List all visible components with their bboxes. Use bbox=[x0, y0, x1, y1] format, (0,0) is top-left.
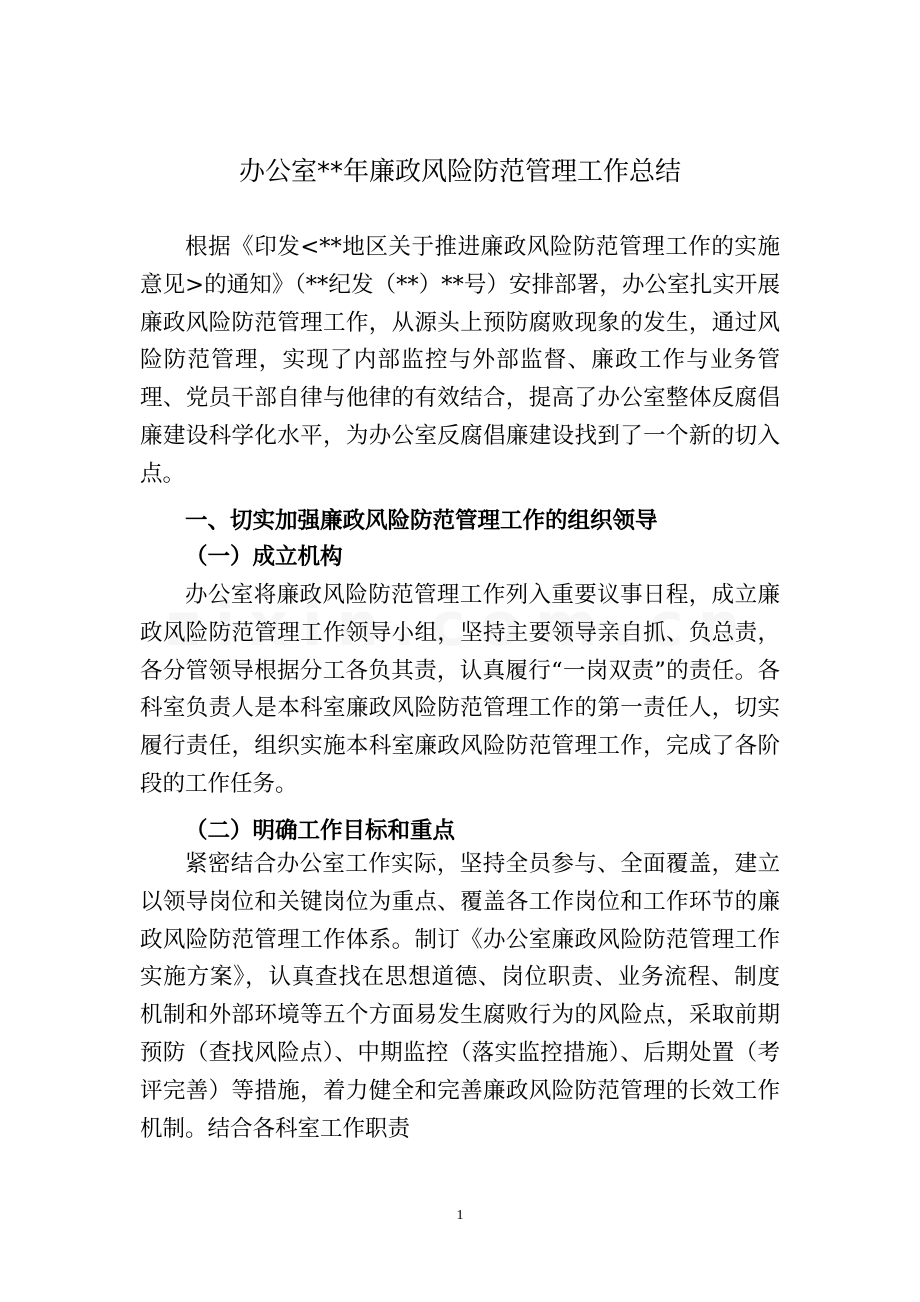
subsection-1-paragraph: 办公室将廉政风险防范管理工作列入重要议事日程，成立廉政风险防范管理工作领导小组，坚持主要领导亲自抓、负总责，各分管领导根据分工各负其责，认真履行“一岗双责”的责任。各科室负责人是本科室廉政风险防范管理工作的第一责任人，切实履行责任，组织实施本科室廉政风险防范管理工作，完成了各阶段的工作任务。 bbox=[140, 582, 780, 797]
subsection-2-paragraph: 紧密结合办公室工作实际，坚持全员参与、全面覆盖，建立以领导岗位和关键岗位为重点、覆盖各工作岗位和工作环节的廉政风险防范管理工作体系。制订《办公室廉政风险防范管理工作实施方案》，认真查找在思想道德、岗位职责、业务流程、制度机制和外部环境等五个方面易发生腐败行为的风险点，采取前期预防（查找风险点）、中期监控（落实监控措施）、后期处置（考评完善）等措施，着力健全和完善廉政风险防范管理的长效工作机制。结合各科室工作职责 bbox=[140, 851, 780, 1142]
subsection-2-heading: （二）明确工作目标和重点 bbox=[185, 818, 456, 844]
intro-paragraph: 根据《印发<**地区关于推进廉政风险防范管理工作的实施意见>的通知》（**纪发（**）**号）安排部署，办公室扎实开展廉政风险防范管理工作，从源头上预防腐败现象的发生，通过风险防范管理，实现了内部监控与外部监督、廉政工作与业务管理、党员干部自律与他律的有效结合，提高了办公室整体反腐倡廉建设科学化水平，为办公室反腐倡廉建设找到了一个新的切入点。 bbox=[140, 234, 780, 487]
subsection-1-heading: （一）成立机构 bbox=[185, 544, 343, 570]
page-number: 1 bbox=[456, 1208, 464, 1223]
section-1-heading: 一、切实加强廉政风险防范管理工作的组织领导 bbox=[185, 508, 658, 534]
document-title: 办公室**年廉政风险防范管理工作总结 bbox=[238, 157, 681, 187]
